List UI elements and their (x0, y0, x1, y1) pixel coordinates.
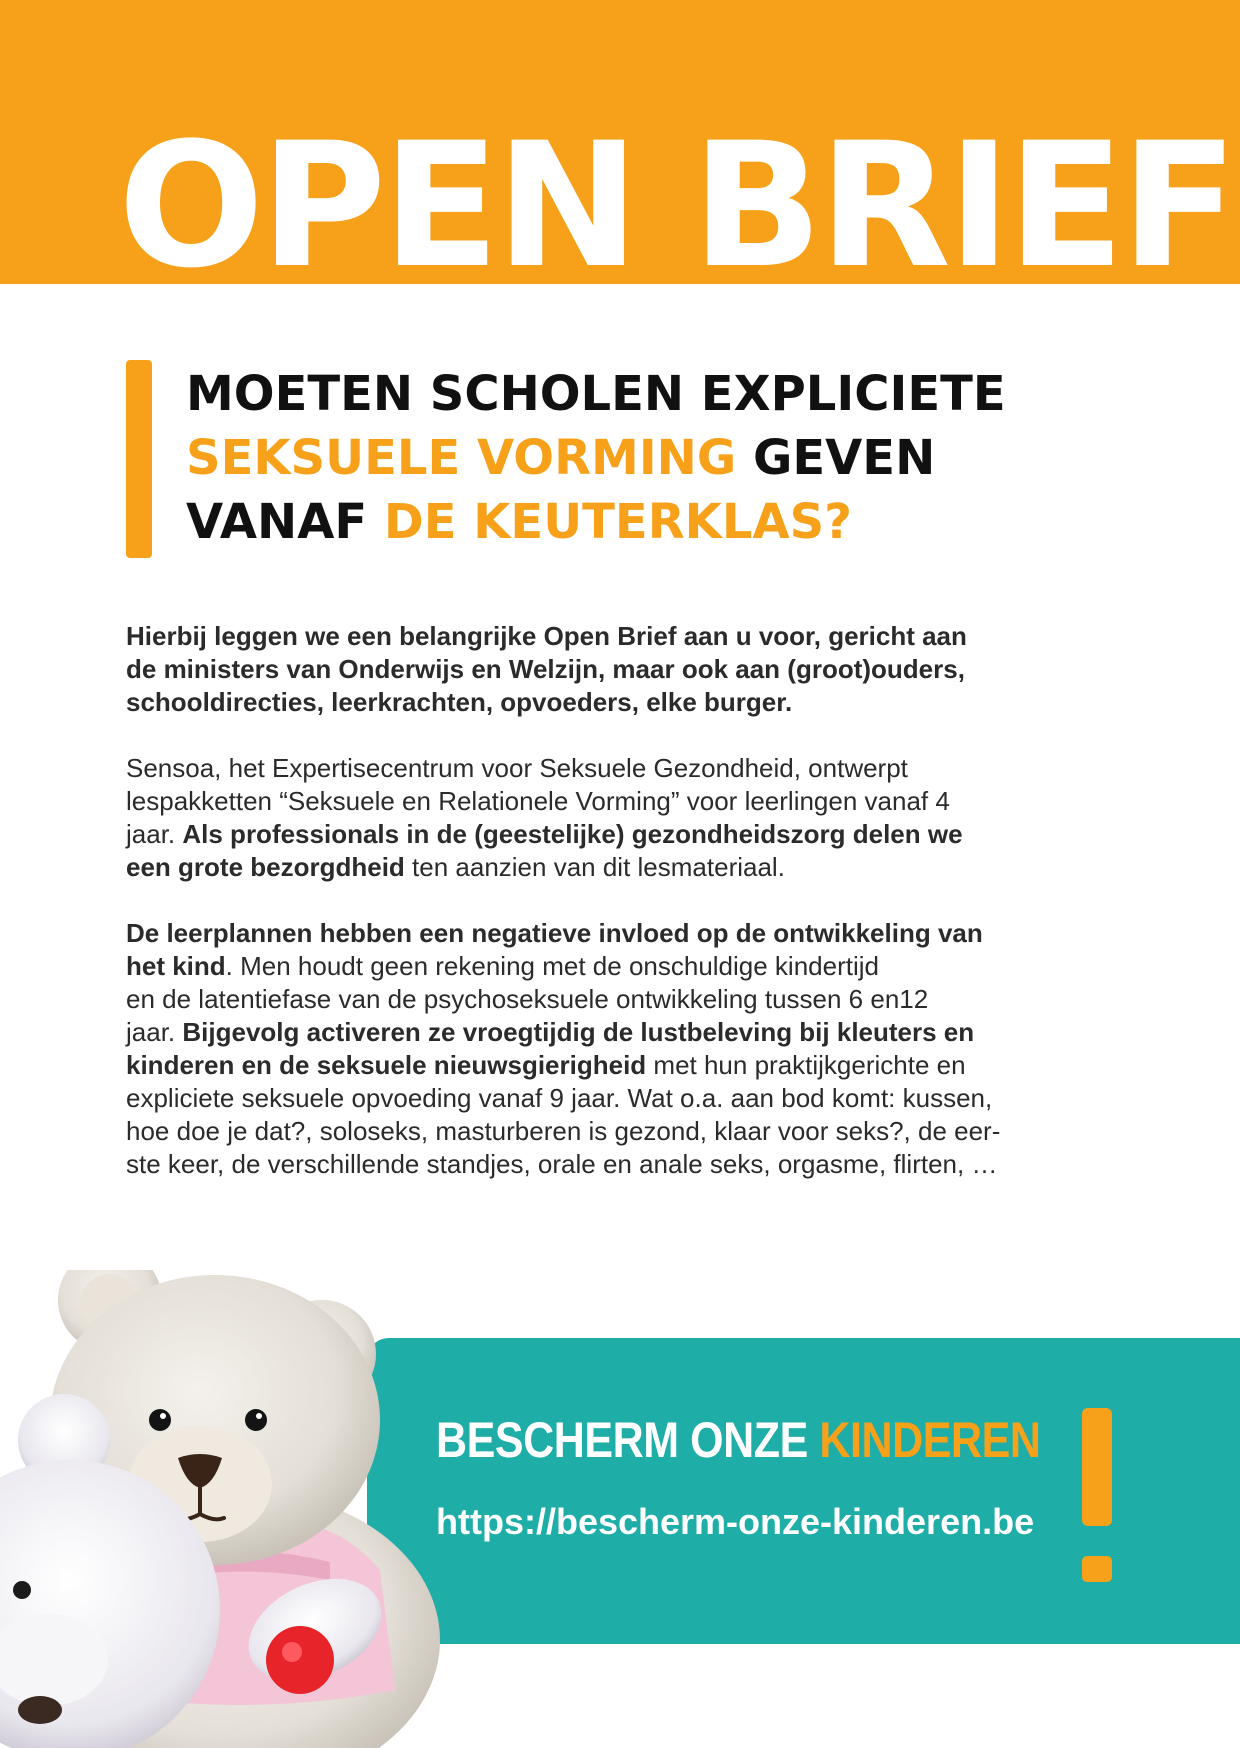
banner-title: OPEN BRIEF (118, 105, 1235, 284)
teddy-bear-photo (0, 1270, 480, 1748)
curriculum-line-2-rest: . Men houdt geen rekening met de onschuldige kindertijd (225, 951, 879, 981)
curriculum-line-1: De leerplannen hebben een negatieve invloed op de ontwikkeling van (126, 918, 983, 948)
curriculum-line-5-rest: met hun praktijkgerichte en (646, 1050, 966, 1080)
curriculum-line-6: expliciete seksuele opvoeding vanaf 9 jaar. Wat o.a. aan bod komt: kussen, (126, 1083, 993, 1113)
sensoa-line-4 (126, 851, 1166, 884)
curriculum-line-5-bold: kinderen en de seksuele nieuwsgierigheid (126, 1050, 647, 1080)
exclamation-mark-icon (1082, 1408, 1112, 1526)
intro-line-1: Hierbij leggen we een belangrijke Open Brief aan u voor, gericht aan (126, 621, 967, 651)
intro-line-3: schooldirecties, leerkrachten, opvoeders, elke burger. (126, 687, 793, 717)
paragraph-intro (126, 620, 1166, 719)
headline (186, 362, 1136, 554)
headline-line-3 (186, 490, 1136, 554)
curriculum-line-2-bold: het kind (126, 951, 226, 981)
headline-line-3-start: VANAF (186, 494, 384, 550)
curriculum-line-5 (126, 1049, 1166, 1082)
paragraph-curriculum (126, 917, 1166, 1181)
sensoa-line-4-bold: een grote bezorgdheid (126, 852, 405, 882)
sensoa-line-4-rest: ten aanzien van dit lesmateriaal. (404, 852, 785, 882)
exclamation-dot-icon (1082, 1556, 1112, 1582)
curriculum-line-4-start: jaar. (126, 1017, 183, 1047)
cta-title-orange: KINDEREN (819, 1412, 1041, 1468)
sensoa-line-3-bold: Als professionals in de (geestelijke) gezondheidszorg delen we (182, 819, 963, 849)
curriculum-line-8: ste keer, de verschillende standjes, orale en anale seks, orgasme, flirten, … (126, 1149, 998, 1179)
cta-title (436, 1410, 1041, 1470)
teddy-bear-illustration (0, 1270, 480, 1748)
paragraph-sensoa (126, 752, 1166, 884)
headline-accent-bar (126, 360, 152, 558)
headline-line-1: MOETEN SCHOLEN EXPLICIETE (186, 366, 1006, 422)
curriculum-line-2 (126, 950, 1166, 983)
curriculum-line-3: en de latentiefase van de psychoseksuele ontwikkeling tussen 6 en12 (126, 984, 929, 1014)
headline-highlight-2: DE KEUTERKLAS? (383, 494, 852, 550)
curriculum-line-7: hoe doe je dat?, soloseks, masturberen is gezond, klaar voor seks?, de eer- (126, 1116, 1001, 1146)
sensoa-line-1: Sensoa, het Expertisecentrum voor Seksuele Gezondheid, ontwerpt (126, 753, 908, 783)
letter-body (126, 620, 1166, 1214)
intro-line-2: de ministers van Onderwijs en Welzijn, maar ook aan (groot)ouders, (126, 654, 965, 684)
headline-line-2-rest: GEVEN (736, 430, 936, 486)
curriculum-line-4-bold: Bijgevolg activeren ze vroegtijdig de lustbeleving bij kleuters en (182, 1017, 975, 1047)
headline-line-2 (186, 426, 1136, 490)
sensoa-line-3-start: jaar. (126, 819, 183, 849)
headline-highlight-1: SEKSUELE VORMING (186, 430, 737, 486)
cta-website-link[interactable]: https://bescherm-onze-kinderen.be (436, 1501, 1035, 1542)
cta-title-white: BESCHERM ONZE (436, 1412, 820, 1468)
sensoa-line-2: lespakketten “Seksuele en Relationele Vorming” voor leerlingen vanaf 4 (126, 786, 950, 816)
curriculum-line-4 (126, 1016, 1166, 1049)
sensoa-line-3 (126, 818, 1166, 851)
title-banner (0, 0, 1240, 284)
